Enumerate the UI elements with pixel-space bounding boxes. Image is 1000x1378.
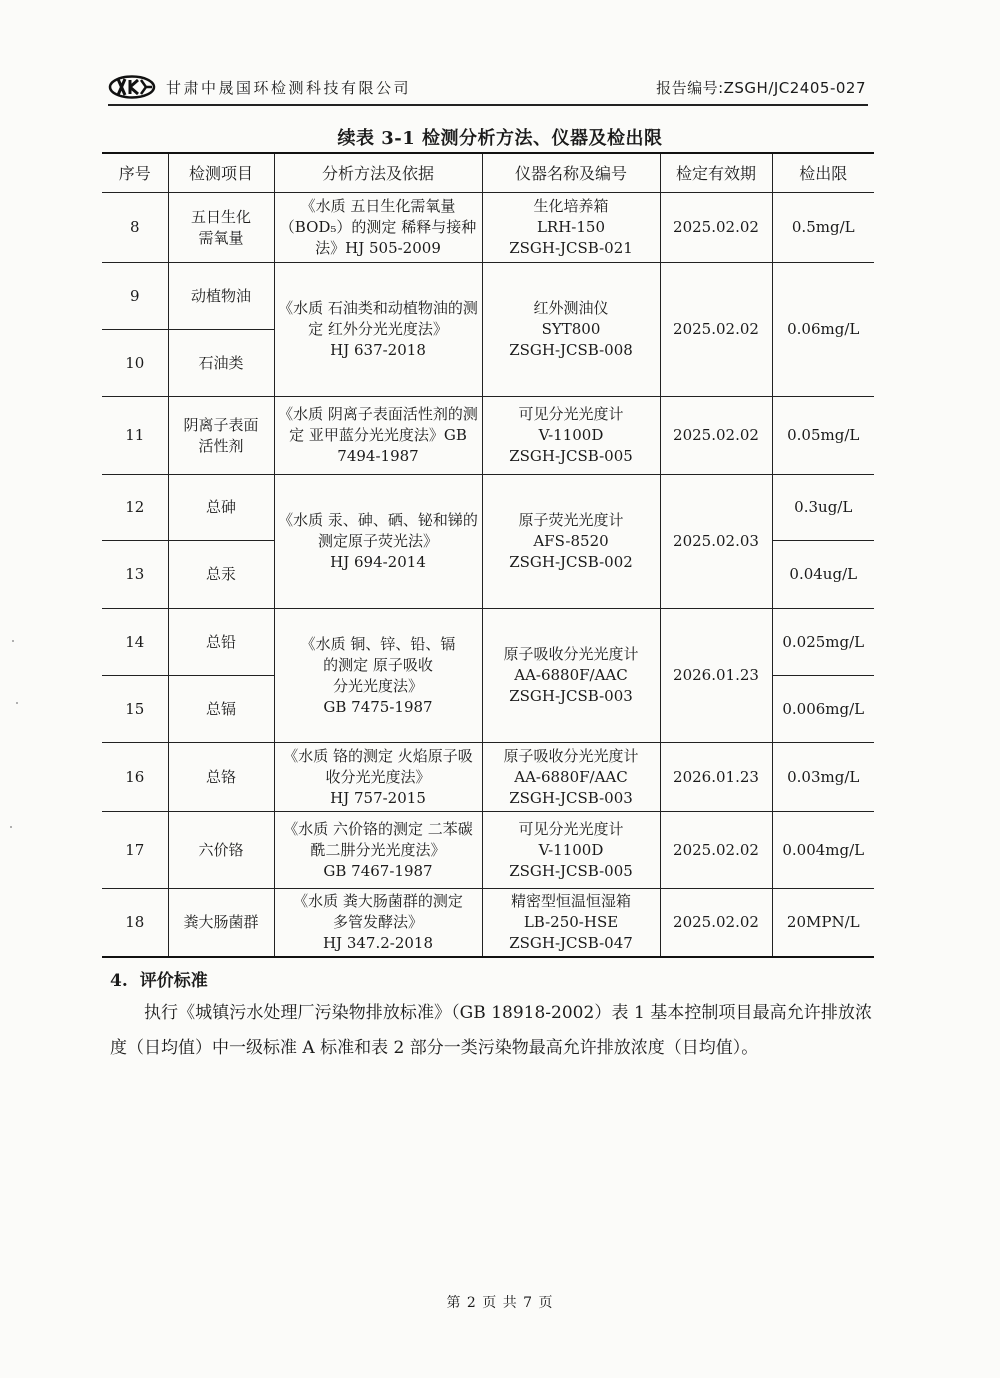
row-instrument: 精密型恒温恒湿箱 LB-250-HSE ZSGH-JCSB-047 — [482, 889, 660, 957]
row-method: 《水质 汞、砷、硒、铋和锑的测定原子荧光法》 HJ 694-2014 — [274, 475, 482, 609]
row-limit: 20MPN/L — [772, 889, 874, 957]
table-header-row — [102, 153, 874, 193]
header-instrument: 仪器名称及编号 — [482, 153, 660, 193]
scan-speck — [10, 826, 12, 828]
table-row — [102, 889, 874, 957]
row-no: 11 — [102, 397, 168, 475]
row-validity: 2026.01.23 — [660, 743, 772, 812]
table-row — [102, 609, 874, 676]
row-item: 粪大肠菌群 — [168, 889, 274, 957]
row-no: 17 — [102, 812, 168, 889]
row-limit: 0.05mg/L — [772, 397, 874, 475]
row-validity: 2025.02.02 — [660, 193, 772, 263]
header-validity: 检定有效期 — [660, 153, 772, 193]
row-validity: 2025.02.02 — [660, 263, 772, 397]
row-validity: 2025.02.02 — [660, 397, 772, 475]
row-no: 13 — [102, 541, 168, 609]
analysis-methods-table — [102, 152, 874, 958]
row-item: 动植物油 — [168, 263, 274, 330]
header-limit: 检出限 — [772, 153, 874, 193]
row-instrument: 生化培养箱 LRH-150 ZSGH-JCSB-021 — [482, 193, 660, 263]
company-logo-icon — [108, 75, 156, 99]
row-limit: 0.5mg/L — [772, 193, 874, 263]
table-row — [102, 743, 874, 812]
row-validity: 2025.02.03 — [660, 475, 772, 609]
row-no: 12 — [102, 475, 168, 541]
row-limit: 0.06mg/L — [772, 263, 874, 397]
row-instrument: 原子吸收分光光度计 AA-6880F/AAC ZSGH-JCSB-003 — [482, 609, 660, 743]
report-number: 报告编号:ZSGH/JC2405-027 — [656, 79, 866, 97]
scan-speck — [12, 640, 14, 642]
row-no: 9 — [102, 263, 168, 330]
section-title: 评价标准 — [139, 971, 208, 991]
row-no: 18 — [102, 889, 168, 957]
evaluation-standard-paragraph: 执行《城镇污水处理厂污染物排放标准》（GB 18918-2002）表 1 基本控制项目最高允许排放浓度（日均值）中一级标准 A 标准和表 2 部分一类污染物最高允许排放浓度（日均值）。 — [110, 1003, 872, 1058]
row-validity: 2025.02.02 — [660, 889, 772, 957]
header-no: 序号 — [102, 153, 168, 193]
section-heading — [110, 966, 220, 991]
row-no: 10 — [102, 330, 168, 397]
row-validity: 2026.01.23 — [660, 609, 772, 743]
row-no: 14 — [102, 609, 168, 676]
row-instrument: 原子荧光光度计 AFS-8520 ZSGH-JCSB-002 — [482, 475, 660, 609]
row-item: 阴离子表面 活性剂 — [168, 397, 274, 475]
row-item: 总镉 — [168, 676, 274, 743]
row-method: 《水质 五日生化需氧量（BOD₅）的测定 稀释与接种法》HJ 505-2009 — [274, 193, 482, 263]
table-row — [102, 475, 874, 541]
row-item: 六价铬 — [168, 812, 274, 889]
row-item: 总铬 — [168, 743, 274, 812]
row-no: 15 — [102, 676, 168, 743]
row-limit: 0.04ug/L — [772, 541, 874, 609]
row-instrument: 原子吸收分光光度计 AA-6880F/AAC ZSGH-JCSB-003 — [482, 743, 660, 812]
row-validity: 2025.02.02 — [660, 812, 772, 889]
row-item: 总铅 — [168, 609, 274, 676]
row-instrument: 红外测油仪 SYT800 ZSGH-JCSB-008 — [482, 263, 660, 397]
table-title: 续表 3-1 检测分析方法、仪器及检出限 — [337, 128, 663, 149]
row-method: 《水质 阴离子表面活性剂的测定 亚甲蓝分光光度法》GB 7494-1987 — [274, 397, 482, 475]
row-limit: 0.025mg/L — [772, 609, 874, 676]
table-row — [102, 263, 874, 330]
table-row — [102, 397, 874, 475]
section-number: 4. — [110, 971, 128, 991]
company-name: 甘肃中晟国环检测科技有限公司 — [166, 79, 412, 97]
page-number: 第 2 页 共 7 页 — [446, 1295, 554, 1311]
row-method: 《水质 铬的测定 火焰原子吸收分光光度法》 HJ 757-2015 — [274, 743, 482, 812]
row-limit: 0.03mg/L — [772, 743, 874, 812]
row-instrument: 可见分光光度计 V-1100D ZSGH-JCSB-005 — [482, 812, 660, 889]
row-no: 16 — [102, 743, 168, 812]
row-instrument: 可见分光光度计 V-1100D ZSGH-JCSB-005 — [482, 397, 660, 475]
page-header — [108, 74, 868, 106]
row-method: 《水质 石油类和动植物油的测定 红外分光光度法》 HJ 637-2018 — [274, 263, 482, 397]
row-limit: 0.3ug/L — [772, 475, 874, 541]
header-method: 分析方法及依据 — [274, 153, 482, 193]
row-no: 8 — [102, 193, 168, 263]
row-item: 五日生化 需氧量 — [168, 193, 274, 263]
table-row — [102, 193, 874, 263]
row-method: 《水质 铜、锌、铅、镉 的测定 原子吸收 分光光度法》 GB 7475-1987 — [274, 609, 482, 743]
row-item: 总汞 — [168, 541, 274, 609]
table-body — [102, 193, 874, 957]
scan-speck — [16, 702, 18, 704]
row-item: 总砷 — [168, 475, 274, 541]
row-limit: 0.004mg/L — [772, 812, 874, 889]
header-item: 检测项目 — [168, 153, 274, 193]
row-item: 石油类 — [168, 330, 274, 397]
table-row — [102, 812, 874, 889]
row-method: 《水质 六价铬的测定 二苯碳酰二肼分光光度法》 GB 7467-1987 — [274, 812, 482, 889]
row-limit: 0.006mg/L — [772, 676, 874, 743]
row-method: 《水质 粪大肠菌群的测定 多管发酵法》 HJ 347.2-2018 — [274, 889, 482, 957]
